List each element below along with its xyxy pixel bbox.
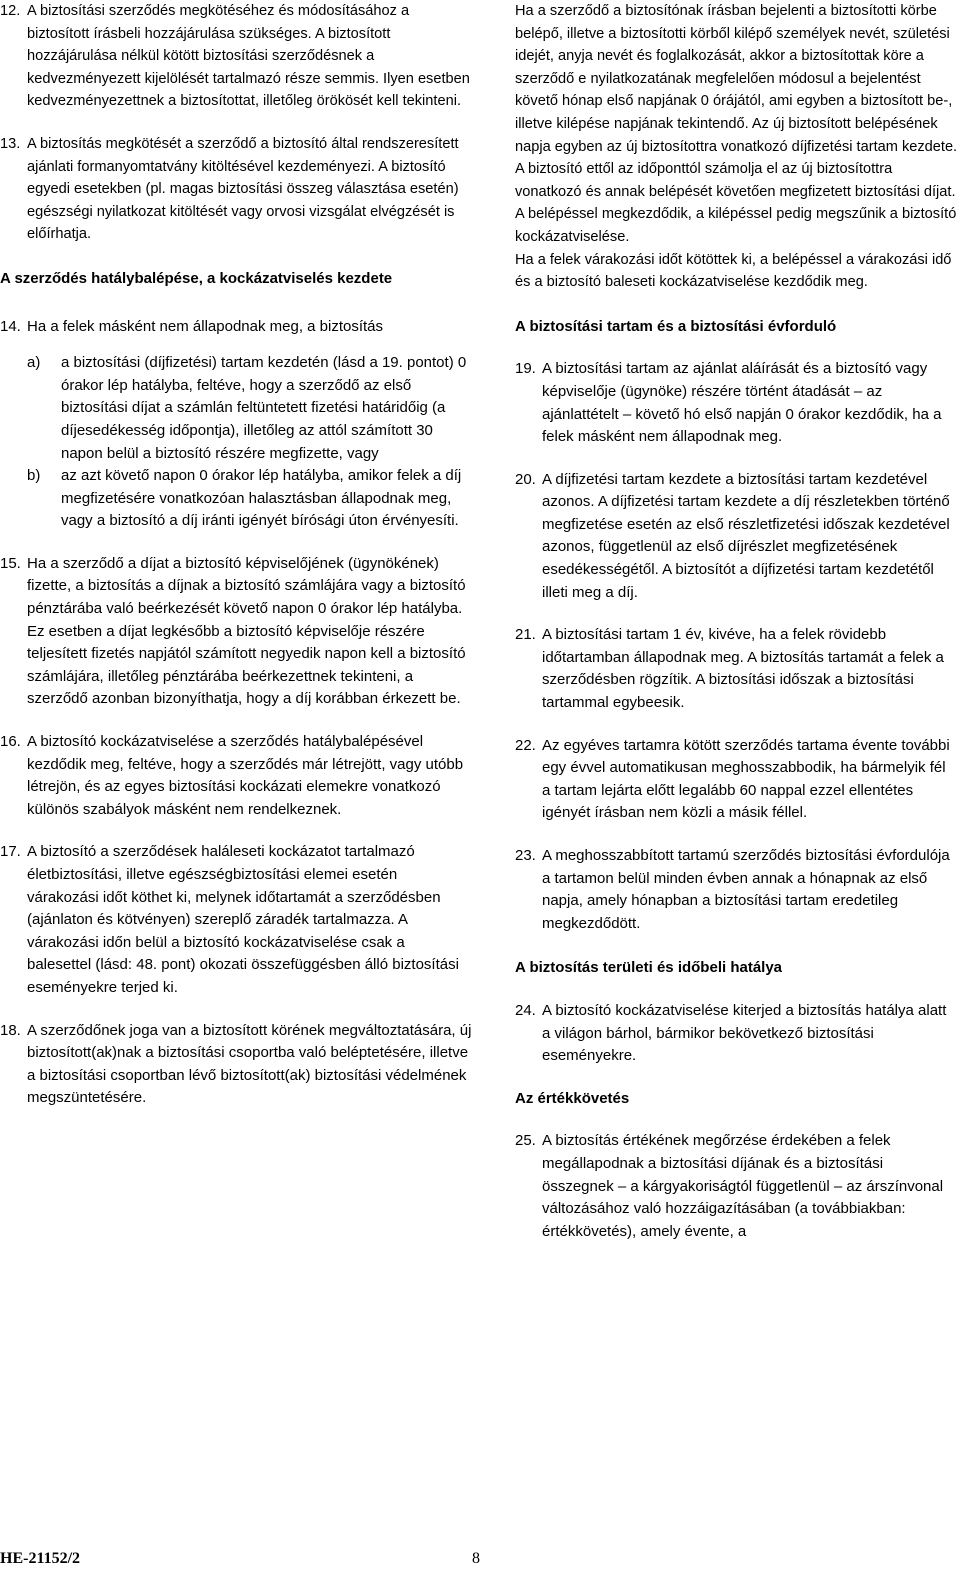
- clause-number: 24.: [515, 1001, 536, 1019]
- clause-number: 25.: [515, 1132, 536, 1150]
- clause-number: 15.: [0, 554, 21, 572]
- clause-text: Az egyéves tartamra kötött szerződés tartama évente további egy évvel automatikusan meghosszabbodik, ha bármelyik fél a tartam lejárta előtt legalább 60 nappal ezzel ellentétes igényét írásban nem közli a másik féllel.: [542, 736, 950, 822]
- clause-text: A biztosítás megkötését a szerződő a biztosító által rendszeresített ajánlati formanyomtatvány kitöltésével kezdeményezi. A biztosító egyedi esetekben (pl. magas biztosítási összeg választása esetén) egészségi nyilatkozat kitöltését vagy orvosi vizsgálat elvégzését is előírhatja.: [27, 135, 459, 243]
- clause-number: 21.: [515, 626, 536, 644]
- clause-15: [0, 553, 472, 711]
- clause-number: 19.: [515, 360, 536, 378]
- clause-text: A biztosító kockázatviselése a szerződés hatálybalépésével kezdődik meg, feltéve, hogy a szerződés már létrejött, vagy utóbb létrejön, és az egyes biztosítási kockázati elemekre vonatkozó különös szabályok másként nem rendelkeznek.: [27, 733, 464, 818]
- clause-text: A biztosító kockázatviselése kiterjed a biztosítás hatálya alatt a világon bárhol, bármikor bekövetkező biztosítási eseményekre.: [542, 1001, 947, 1065]
- section-heading-effect: A szerződés hatálybalépése, a kockázatviselés kezdete: [0, 269, 393, 287]
- clause-text: A szerződőnek joga van a biztosított körének megváltoztatására, új biztosított(ak)nak a biztosítási csoportba való beléptetésére, illetve a biztosítási csoportban lévő biztosított(ak) biztosítási védelmének megszüntetésére.: [27, 1021, 472, 1107]
- clause-number: 18.: [0, 1021, 21, 1039]
- section-heading-indexation: Az értékkövetés: [515, 1089, 630, 1107]
- clause-number: 12.: [0, 3, 21, 19]
- clause-text: A biztosítási tartam az ajánlat aláírását és a biztosító vagy képviselője (ügynöke) részére történt átadását – az ajánlattételt – követő hó első napján 0 órakor kezdődik, ha a felek másként nem állapodnak meg.: [542, 360, 942, 446]
- clause-16: [0, 731, 472, 821]
- clause-text: A biztosítási szerződés megkötéséhez és módosításához a biztosított írásbeli hozzájárulása szükséges. A biztosított hozzájárulása nélkül kötött biztosítási szerződésnek a kedvezményezett kijelölését tartalmazó része semmis. Ilyen esetben kedvezményezettnek a biztosítottat, illetőleg örökösét kell tekinteni.: [27, 3, 470, 110]
- clause-text: A díjfizetési tartam kezdete a biztosítási tartam kezdetével azonos. A díjfizetési tartam kezdete a díj részletekben történő megfizetése esetén az első részletfizetési időszak kezdetével azonos, függetlenül az első díjrészlet megfizetésének esedékességétől. A biztosítót a díjfizetési tartam kezdetétől illeti meg a díj.: [542, 470, 950, 601]
- page-footer: [0, 1548, 960, 1582]
- point-text: a biztosítási (díjfizetési) tartam kezdetén (lásd a 19. pontot) 0 órakor lép hatályba, feltéve, hogy a szerződő az első biztosítási díjat a számlán feltüntetett fizetési határidőig (a díjesedékesség időpontja), illetőleg az attól számított 30 napon belül a biztosító részére megfizette, vagy: [61, 354, 467, 462]
- clause-number: 20.: [515, 470, 536, 488]
- clause-22: [515, 735, 958, 825]
- clause-text: Ha a szerződő a díjat a biztosító képviselőjének (ügynökének) fizette, a biztosítás a díjnak a biztosító számlájára vagy a biztosító pénztárába való beérkezését követő napon 0 órakor lép hatályba. Ez esetben a díjat legkésőbb a biztosító képviselője részére teljesített fizetés napjától számított negyedik napon kell a biztosító számlájára, illetőleg pénztárába beérkezettnek tekinteni, a szerződő azonban bizonyíthatja, hogy a díj korábban érkezett be.: [27, 554, 466, 708]
- clause-17: [0, 841, 472, 999]
- section-heading-scope: A biztosítás területi és időbeli hatálya: [515, 959, 783, 977]
- clause-text: Ha a felek másként nem állapodnak meg, a biztosítás: [27, 317, 384, 335]
- clause-23: [515, 845, 958, 935]
- point-label: a): [27, 354, 41, 372]
- clause-text: A meghosszabbított tartamú szerződés biztosítási évfordulója a tartamon belül minden évben annak a hónapnak az első napja, amely hónapban a biztosítási tartam eredetileg megkezdődött.: [542, 847, 950, 932]
- clause-20: [515, 469, 958, 605]
- waiting-period-paragraph: Ha a felek várakozási időt kötöttek ki, a belépéssel a várakozási idő és a biztosító baleseti kockázatviselése kezdődik meg.: [515, 251, 952, 291]
- clause-18: [0, 1020, 472, 1110]
- clause-14-point-a: [27, 352, 472, 465]
- section-heading-term: A biztosítási tartam és a biztosítási évforduló: [515, 317, 837, 335]
- clause-14: [0, 316, 472, 339]
- left-column: [0, 0, 472, 1110]
- clause-number: 23.: [515, 847, 536, 864]
- document-code: HE-21152/2: [0, 1550, 81, 1567]
- clause-25: [515, 1130, 958, 1243]
- clause-19: [515, 358, 958, 448]
- clause-13: [0, 133, 472, 246]
- clause-number: 13.: [0, 135, 21, 152]
- clause-24: [515, 1000, 958, 1068]
- point-text: az azt követő napon 0 órakor lép hatályba, amikor felek a díj megfizetésére vonatkozóan halasztásban állapodnak meg, vagy a biztosító a díj iránti igényét bírósági úton érvényesíti.: [61, 467, 462, 530]
- clause-number: 16.: [0, 733, 21, 751]
- clause-14-point-b: [27, 465, 472, 533]
- page-number: 8: [472, 1550, 480, 1567]
- clause-text: A biztosító a szerződések haláleseti kockázatot tartalmazó életbiztosítási, illetve egészségbiztosítási elemei esetén várakozási időt köthet ki, melynek időtartamát a szerződésben (ajánlaton és kötvényen) szereplő záradék tartalmazza. A várakozási időn belül a biztosító kockázatviselése csak a balesettel (lásd: 48. pont) okozati összefüggésben álló biztosítási eseményekre terjed ki.: [27, 843, 459, 996]
- membership-paragraph: Ha a szerződő a biztosítónak írásban bejelenti a biztosítotti körbe belépő, illetve a biztosítotti körből kilépő személyek nevét, születési idejét, anyja nevét és foglalkozását, akkor a biztosítottak köre a szerződő e nyilatkozatának megfelelően módosul a bejelentést követő hónap első napjának 0 órájától, ami egyben a biztosított be-, illetve kilépése napjának tekintendő. Az új biztosított belépésének napja egyben az új biztosítottra vonatkozó díjfizetési tartam kezdete. A biztosító ettől az időponttól számolja el az új biztosítottra vonatkozó és annak belépését követően megfizetett biztosítási díjat. A belépéssel megkezdődik, a kilépéssel pedig megszűnik a biztosító kockázatviselése.: [515, 3, 958, 245]
- clause-text: A biztosítás értékének megőrzése érdekében a felek megállapodnak a biztosítási díjának és a biztosítási összegnek – a kárgyakoriságtól függetlenül – az árszínvonal változásához való hozzáigazításában (a továbbiakban: értékkövetés), amely évente, a: [542, 1132, 944, 1240]
- right-column: [515, 0, 958, 1243]
- clause-text: A biztosítási tartam 1 év, kivéve, ha a felek rövidebb időtartamban állapodnak meg. A biztosítás tartamát a felek a szerződésben rögzítik. A biztosítási időszak a biztosítási tartammal egybeesik.: [542, 626, 944, 712]
- clause-12: [0, 0, 472, 113]
- clause-number: 17.: [0, 843, 21, 861]
- clause-21: [515, 624, 958, 714]
- clause-number: 14.: [0, 317, 21, 335]
- clause-number: 22.: [515, 736, 536, 754]
- point-label: b): [27, 467, 41, 485]
